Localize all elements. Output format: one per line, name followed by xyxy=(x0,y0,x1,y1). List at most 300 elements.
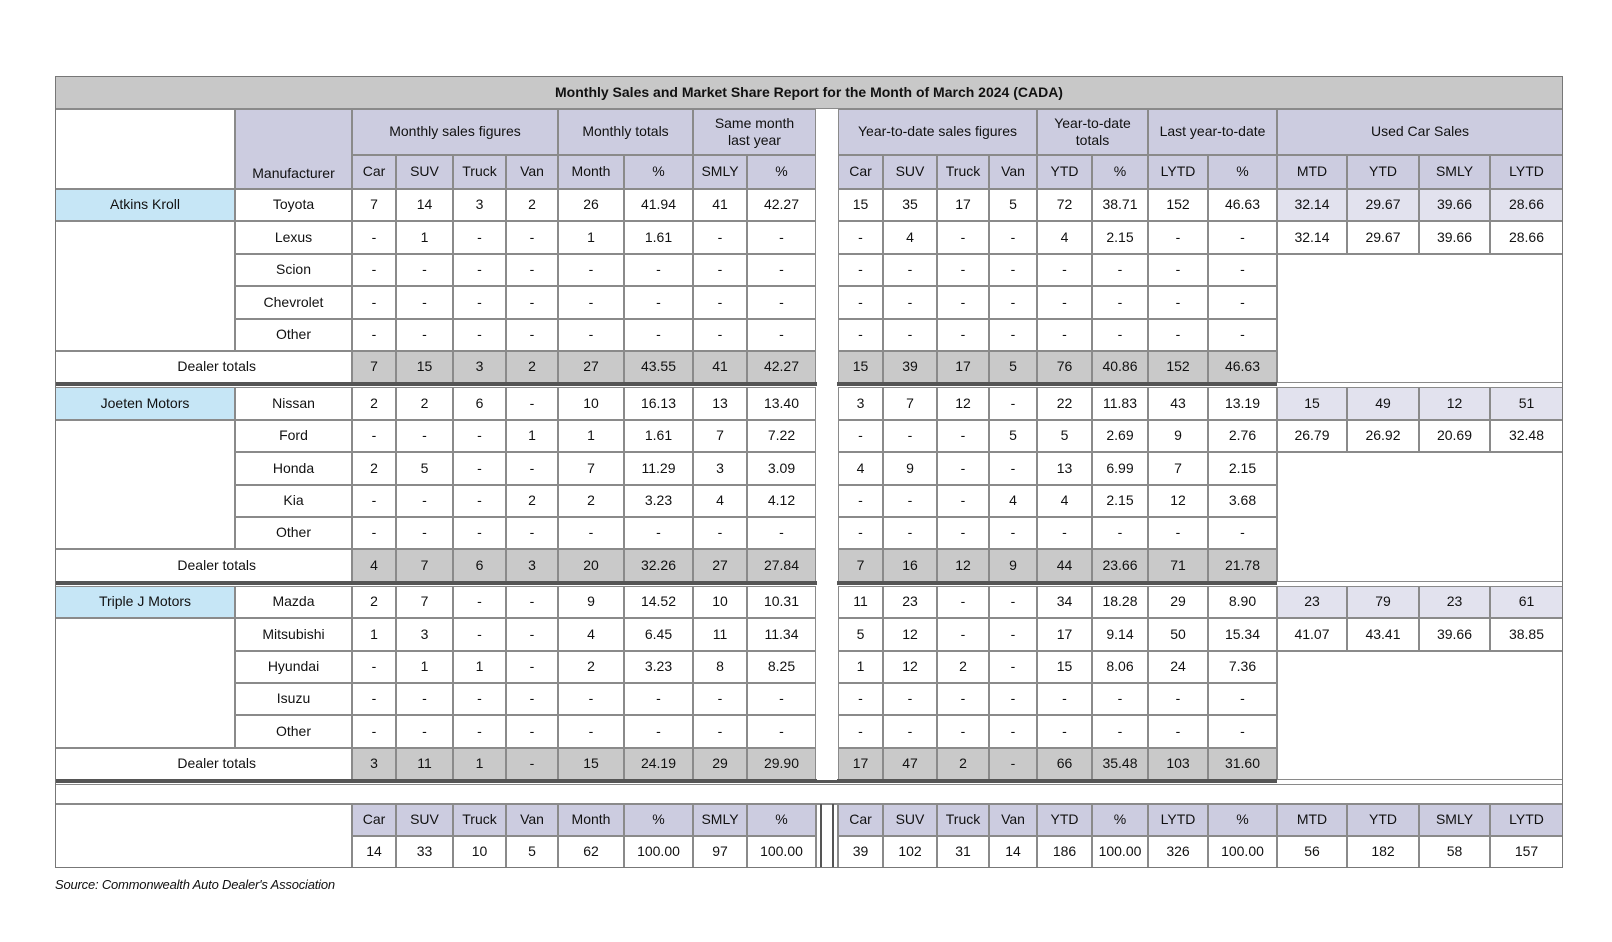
value-cell: 11.83 xyxy=(1092,387,1148,419)
grand-total-cell: 100.00 xyxy=(1092,836,1148,868)
value-cell: - xyxy=(352,254,396,286)
dealer-total-cell: 29 xyxy=(693,748,747,780)
value-cell: - xyxy=(352,319,396,351)
value-cell: - xyxy=(883,485,937,517)
used-column-header: YTD xyxy=(1347,804,1419,836)
value-cell: 3.09 xyxy=(747,452,816,484)
grand-total-cell: 33 xyxy=(396,836,453,868)
value-cell: 3.68 xyxy=(1208,485,1277,517)
value-cell: - xyxy=(989,517,1037,549)
value-cell: - xyxy=(1148,517,1208,549)
dealer-total-cell: 47 xyxy=(883,748,937,780)
column-header: Van xyxy=(506,804,558,836)
value-cell: 3 xyxy=(396,618,453,650)
value-cell: 41 xyxy=(693,189,747,221)
dealer-total-cell: 27.84 xyxy=(747,549,816,581)
column-header: Car xyxy=(838,155,883,189)
value-cell: - xyxy=(937,254,989,286)
dealer-total-cell: 7 xyxy=(352,351,396,383)
value-cell: 152 xyxy=(1148,189,1208,221)
value-cell: - xyxy=(883,683,937,715)
grand-total-cell: 100.00 xyxy=(624,836,693,868)
summary-gap-line xyxy=(820,804,822,868)
value-cell: - xyxy=(747,517,816,549)
block-separator xyxy=(55,779,1277,783)
value-cell: 10 xyxy=(693,586,747,618)
value-cell: 12 xyxy=(883,618,937,650)
used-value-cell: 32.14 xyxy=(1277,221,1347,253)
dealer-total-cell: 66 xyxy=(1037,748,1092,780)
value-cell: - xyxy=(396,254,453,286)
value-cell: 14.52 xyxy=(624,586,693,618)
value-cell: 1 xyxy=(558,420,624,452)
value-cell: - xyxy=(396,683,453,715)
value-cell: - xyxy=(747,254,816,286)
used-value-cell: 23 xyxy=(1277,586,1347,618)
value-cell: - xyxy=(1148,286,1208,318)
manufacturer-name: Mazda xyxy=(235,586,352,618)
value-cell: - xyxy=(937,286,989,318)
value-cell: - xyxy=(558,319,624,351)
value-cell: 3.23 xyxy=(624,651,693,683)
column-header: Car xyxy=(352,804,396,836)
value-cell: 26 xyxy=(558,189,624,221)
value-cell: - xyxy=(989,254,1037,286)
value-cell: 72 xyxy=(1037,189,1092,221)
summary-blank xyxy=(55,804,352,868)
value-cell: 3 xyxy=(693,452,747,484)
value-cell: 2 xyxy=(558,651,624,683)
group-same-month-last-year-line-2: last year xyxy=(728,132,781,148)
value-cell: - xyxy=(989,683,1037,715)
dealer-name: Joeten Motors xyxy=(55,387,235,419)
value-cell: - xyxy=(352,420,396,452)
used-value-cell: 26.79 xyxy=(1277,420,1347,452)
value-cell: 13.19 xyxy=(1208,387,1277,419)
value-cell: - xyxy=(883,715,937,747)
value-cell: 9 xyxy=(883,452,937,484)
manufacturer-name: Other xyxy=(235,517,352,549)
value-cell: - xyxy=(989,651,1037,683)
value-cell: - xyxy=(1148,319,1208,351)
dealer-total-cell: 2 xyxy=(937,748,989,780)
value-cell: - xyxy=(1148,254,1208,286)
value-cell: 23 xyxy=(883,586,937,618)
used-value-cell: 41.07 xyxy=(1277,618,1347,650)
value-cell: - xyxy=(693,517,747,549)
value-cell: 5 xyxy=(989,189,1037,221)
value-cell: - xyxy=(1208,517,1277,549)
value-cell: - xyxy=(883,319,937,351)
grand-total-cell: 186 xyxy=(1037,836,1092,868)
value-cell: 6.99 xyxy=(1092,452,1148,484)
dealer-total-cell: 20 xyxy=(558,549,624,581)
value-cell: - xyxy=(506,221,558,253)
dealer-total-cell: 16 xyxy=(883,549,937,581)
grand-total-cell: 100.00 xyxy=(747,836,816,868)
value-cell: 15.34 xyxy=(1208,618,1277,650)
value-cell: 2 xyxy=(396,387,453,419)
value-cell: - xyxy=(989,452,1037,484)
value-cell: 7 xyxy=(352,189,396,221)
header-blank xyxy=(55,109,235,189)
value-cell: - xyxy=(883,286,937,318)
grand-total-cell: 14 xyxy=(352,836,396,868)
value-cell: - xyxy=(506,387,558,419)
used-column-header: SMLY xyxy=(1419,155,1490,189)
value-cell: 6.45 xyxy=(624,618,693,650)
value-cell: - xyxy=(396,420,453,452)
value-cell: - xyxy=(1092,683,1148,715)
dealer-total-cell: 3 xyxy=(453,351,506,383)
used-value-cell: 39.66 xyxy=(1419,221,1490,253)
value-cell: - xyxy=(396,286,453,318)
value-cell: - xyxy=(453,517,506,549)
value-cell: - xyxy=(989,586,1037,618)
value-cell: - xyxy=(352,286,396,318)
dealer-total-cell: 44 xyxy=(1037,549,1092,581)
manufacturer-name: Scion xyxy=(235,254,352,286)
column-header: SUV xyxy=(883,804,937,836)
value-cell: 1 xyxy=(453,651,506,683)
used-value-cell: 49 xyxy=(1347,387,1419,419)
value-cell: - xyxy=(838,319,883,351)
value-cell: - xyxy=(1208,683,1277,715)
value-cell: 3 xyxy=(453,189,506,221)
used-value-cell: 29.67 xyxy=(1347,221,1419,253)
value-cell: 17 xyxy=(1037,618,1092,650)
value-cell: - xyxy=(989,618,1037,650)
value-cell: 34 xyxy=(1037,586,1092,618)
value-cell: 5 xyxy=(396,452,453,484)
value-cell: 29 xyxy=(1148,586,1208,618)
value-cell: - xyxy=(747,715,816,747)
value-cell: 1 xyxy=(558,221,624,253)
manufacturer-name: Hyundai xyxy=(235,651,352,683)
used-value-cell: 28.66 xyxy=(1490,221,1563,253)
column-header: Car xyxy=(352,155,396,189)
used-value-cell: 28.66 xyxy=(1490,189,1563,221)
dealer-total-cell: 46.63 xyxy=(1208,351,1277,383)
manufacturer-name: Chevrolet xyxy=(235,286,352,318)
value-cell: - xyxy=(506,254,558,286)
dealer-total-cell: 15 xyxy=(558,748,624,780)
value-cell: 13.40 xyxy=(747,387,816,419)
value-cell: 15 xyxy=(1037,651,1092,683)
used-value-cell: 23 xyxy=(1419,586,1490,618)
dealer-totals-label: Dealer totals xyxy=(55,549,352,581)
used-value-cell: 39.66 xyxy=(1419,618,1490,650)
value-cell: - xyxy=(937,715,989,747)
dealer-total-cell: 71 xyxy=(1148,549,1208,581)
value-cell: - xyxy=(352,651,396,683)
used-value-cell: 61 xyxy=(1490,586,1563,618)
value-cell: - xyxy=(937,586,989,618)
used-column-header: LYTD xyxy=(1490,804,1563,836)
value-cell: 4 xyxy=(558,618,624,650)
value-cell: 9 xyxy=(558,586,624,618)
value-cell: - xyxy=(624,254,693,286)
dealer-total-cell: 3 xyxy=(506,549,558,581)
value-cell: - xyxy=(396,517,453,549)
dealer-total-cell: 6 xyxy=(453,549,506,581)
value-cell: 50 xyxy=(1148,618,1208,650)
value-cell: - xyxy=(558,517,624,549)
grand-total-used-cell: 182 xyxy=(1347,836,1419,868)
value-cell: - xyxy=(747,286,816,318)
value-cell: 3 xyxy=(838,387,883,419)
manufacturer-name: Other xyxy=(235,715,352,747)
value-cell: - xyxy=(693,254,747,286)
value-cell: - xyxy=(937,618,989,650)
value-cell: 42.27 xyxy=(747,189,816,221)
value-cell: - xyxy=(352,715,396,747)
dealer-total-cell: 2 xyxy=(506,351,558,383)
used-value-cell: 12 xyxy=(1419,387,1490,419)
value-cell: - xyxy=(693,286,747,318)
value-cell: - xyxy=(1037,715,1092,747)
value-cell: 7 xyxy=(396,586,453,618)
dealer-column-blank xyxy=(55,221,235,351)
dealer-total-cell: 27 xyxy=(558,351,624,383)
value-cell: 4 xyxy=(693,485,747,517)
column-gap xyxy=(817,109,837,780)
value-cell: 8 xyxy=(693,651,747,683)
grand-total-used-cell: 157 xyxy=(1490,836,1563,868)
dealer-total-cell: 7 xyxy=(396,549,453,581)
value-cell: - xyxy=(1092,319,1148,351)
value-cell: - xyxy=(937,420,989,452)
value-cell: 10 xyxy=(558,387,624,419)
column-header: % xyxy=(1208,804,1277,836)
dealer-total-cell: 4 xyxy=(352,549,396,581)
value-cell: - xyxy=(937,319,989,351)
dealer-total-cell: 9 xyxy=(989,549,1037,581)
dealer-total-cell: 43.55 xyxy=(624,351,693,383)
used-column-header: LYTD xyxy=(1490,155,1563,189)
dealer-total-cell: 5 xyxy=(989,351,1037,383)
group-monthly-sales: Monthly sales figures xyxy=(352,109,558,155)
value-cell: - xyxy=(937,485,989,517)
value-cell: - xyxy=(1208,221,1277,253)
value-cell: 4 xyxy=(838,452,883,484)
value-cell: - xyxy=(989,715,1037,747)
value-cell: - xyxy=(1148,221,1208,253)
value-cell: - xyxy=(352,221,396,253)
value-cell: 41.94 xyxy=(624,189,693,221)
dealer-total-cell: 40.86 xyxy=(1092,351,1148,383)
value-cell: 13 xyxy=(1037,452,1092,484)
value-cell: 12 xyxy=(937,387,989,419)
dealer-total-cell: 103 xyxy=(1148,748,1208,780)
value-cell: - xyxy=(693,683,747,715)
column-header: % xyxy=(1092,804,1148,836)
column-header: Month xyxy=(558,804,624,836)
manufacturer-name: Ford xyxy=(235,420,352,452)
column-header: % xyxy=(747,155,816,189)
manufacturer-name: Honda xyxy=(235,452,352,484)
used-value-cell: 26.92 xyxy=(1347,420,1419,452)
used-value-cell: 29.67 xyxy=(1347,189,1419,221)
value-cell: - xyxy=(693,221,747,253)
report-title: Monthly Sales and Market Share Report for the Month of March 2024 (CADA) xyxy=(55,76,1563,109)
value-cell: - xyxy=(453,683,506,715)
value-cell: - xyxy=(937,683,989,715)
value-cell: 8.25 xyxy=(747,651,816,683)
value-cell: 7 xyxy=(693,420,747,452)
value-cell: - xyxy=(838,683,883,715)
value-cell: - xyxy=(838,485,883,517)
value-cell: - xyxy=(352,683,396,715)
value-cell: 7 xyxy=(1148,452,1208,484)
grand-total-cell: 39 xyxy=(838,836,883,868)
column-header: Truck xyxy=(453,155,506,189)
value-cell: - xyxy=(838,517,883,549)
value-cell: - xyxy=(1208,286,1277,318)
used-value-cell: 38.85 xyxy=(1490,618,1563,650)
column-header: SMLY xyxy=(693,155,747,189)
dealer-total-cell: 42.27 xyxy=(747,351,816,383)
value-cell: - xyxy=(453,618,506,650)
value-cell: - xyxy=(453,485,506,517)
value-cell: - xyxy=(747,683,816,715)
dealer-total-cell: 15 xyxy=(396,351,453,383)
grand-total-used-cell: 56 xyxy=(1277,836,1347,868)
dealer-total-cell: 17 xyxy=(937,351,989,383)
column-header: % xyxy=(624,155,693,189)
manufacturer-name: Lexus xyxy=(235,221,352,253)
column-header: LYTD xyxy=(1148,155,1208,189)
value-cell: - xyxy=(506,715,558,747)
value-cell: 1 xyxy=(396,651,453,683)
value-cell: - xyxy=(989,286,1037,318)
group-ytd-totals-line-1: Year-to-date xyxy=(1054,114,1131,131)
used-value-cell: 15 xyxy=(1277,387,1347,419)
source-note: Source: Commonwealth Auto Dealer's Association xyxy=(55,877,335,892)
value-cell: 11 xyxy=(693,618,747,650)
value-cell: 7 xyxy=(883,387,937,419)
manufacturer-name: Other xyxy=(235,319,352,351)
value-cell: 12 xyxy=(1148,485,1208,517)
manufacturer-name: Mitsubishi xyxy=(235,618,352,650)
value-cell: - xyxy=(883,517,937,549)
dealer-totals-label: Dealer totals xyxy=(55,351,352,383)
value-cell: 16.13 xyxy=(624,387,693,419)
value-cell: - xyxy=(558,254,624,286)
manufacturer-header: Manufacturer xyxy=(235,109,352,189)
dealer-total-cell: 35.48 xyxy=(1092,748,1148,780)
used-value-cell: 79 xyxy=(1347,586,1419,618)
value-cell: 2.15 xyxy=(1092,485,1148,517)
dealer-total-cell: 11 xyxy=(396,748,453,780)
column-header: YTD xyxy=(1037,804,1092,836)
value-cell: 24 xyxy=(1148,651,1208,683)
grand-total-cell: 14 xyxy=(989,836,1037,868)
column-header: Van xyxy=(506,155,558,189)
value-cell: 4 xyxy=(883,221,937,253)
dealer-total-cell: 1 xyxy=(453,748,506,780)
value-cell: - xyxy=(1037,254,1092,286)
column-header: Month xyxy=(558,155,624,189)
dealer-totals-label: Dealer totals xyxy=(55,748,352,780)
value-cell: - xyxy=(453,586,506,618)
used-value-cell: 32.14 xyxy=(1277,189,1347,221)
manufacturer-name: Kia xyxy=(235,485,352,517)
value-cell: - xyxy=(1092,286,1148,318)
value-cell: 8.90 xyxy=(1208,586,1277,618)
value-cell: - xyxy=(624,319,693,351)
value-cell: - xyxy=(506,286,558,318)
column-header: % xyxy=(624,804,693,836)
value-cell: - xyxy=(453,715,506,747)
value-cell: 8.06 xyxy=(1092,651,1148,683)
dealer-total-cell: 12 xyxy=(937,549,989,581)
column-header: Van xyxy=(989,804,1037,836)
value-cell: - xyxy=(883,254,937,286)
block-separator xyxy=(55,581,1277,585)
value-cell: 17 xyxy=(937,189,989,221)
value-cell: 5 xyxy=(838,618,883,650)
grand-total-cell: 326 xyxy=(1148,836,1208,868)
grand-total-cell: 100.00 xyxy=(1208,836,1277,868)
value-cell: 1 xyxy=(506,420,558,452)
dealer-column-blank xyxy=(55,420,235,550)
column-header: % xyxy=(747,804,816,836)
used-column-header: MTD xyxy=(1277,155,1347,189)
grand-total-cell: 102 xyxy=(883,836,937,868)
value-cell: - xyxy=(453,221,506,253)
value-cell: - xyxy=(1037,319,1092,351)
value-cell: 10.31 xyxy=(747,586,816,618)
dealer-total-cell: 76 xyxy=(1037,351,1092,383)
value-cell: 1.61 xyxy=(624,420,693,452)
value-cell: 14 xyxy=(396,189,453,221)
value-cell: 9.14 xyxy=(1092,618,1148,650)
value-cell: - xyxy=(624,715,693,747)
value-cell: 4 xyxy=(1037,221,1092,253)
value-cell: 2.15 xyxy=(1092,221,1148,253)
value-cell: 43 xyxy=(1148,387,1208,419)
grand-total-cell: 31 xyxy=(937,836,989,868)
value-cell: - xyxy=(883,420,937,452)
group-used-car-sales: Used Car Sales xyxy=(1277,109,1563,155)
used-column-header: SMLY xyxy=(1419,804,1490,836)
used-value-cell: 39.66 xyxy=(1419,189,1490,221)
used-value-cell: 32.48 xyxy=(1490,420,1563,452)
column-header: Truck xyxy=(937,804,989,836)
dealer-total-cell: 15 xyxy=(838,351,883,383)
value-cell: - xyxy=(453,319,506,351)
value-cell: 11.34 xyxy=(747,618,816,650)
column-header: SUV xyxy=(883,155,937,189)
value-cell: - xyxy=(747,319,816,351)
dealer-name: Atkins Kroll xyxy=(55,189,235,221)
dealer-total-cell: - xyxy=(506,748,558,780)
manufacturer-name: Nissan xyxy=(235,387,352,419)
value-cell: 2 xyxy=(506,485,558,517)
value-cell: - xyxy=(506,586,558,618)
group-ytd-sales: Year-to-date sales figures xyxy=(838,109,1037,155)
value-cell: - xyxy=(747,221,816,253)
value-cell: - xyxy=(396,485,453,517)
value-cell: - xyxy=(989,221,1037,253)
group-monthly-totals: Monthly totals xyxy=(558,109,693,155)
value-cell: - xyxy=(838,715,883,747)
dealer-total-cell: 24.19 xyxy=(624,748,693,780)
value-cell: 13 xyxy=(693,387,747,419)
group-same-month-last-year xyxy=(693,109,816,155)
value-cell: - xyxy=(838,420,883,452)
